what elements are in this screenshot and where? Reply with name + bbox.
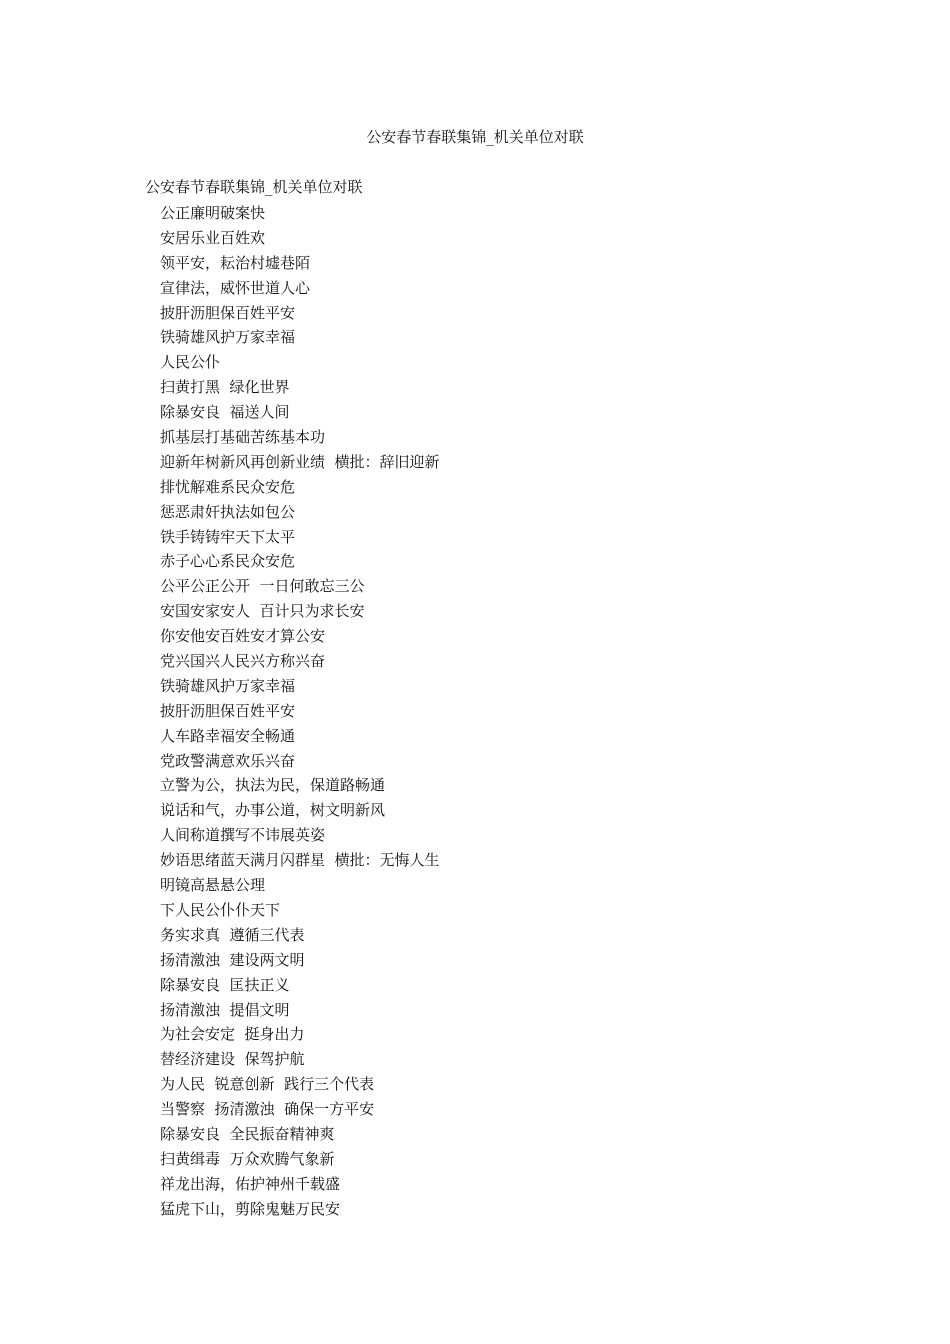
couplet-line: 除暴安良 福送人间 — [160, 403, 290, 422]
couplet-line: 排忧解难系民众安危 — [160, 477, 296, 496]
couplet-line: 赤子心心系民众安危 — [160, 552, 296, 571]
couplet-line: 披肝沥胆保百姓平安 — [160, 701, 296, 720]
couplet-line: 铁手铸铸牢天下太平 — [160, 527, 296, 546]
couplet-line: 党政警满意欢乐兴奋 — [160, 751, 296, 770]
couplet-line: 替经济建设 保驾护航 — [160, 1050, 305, 1069]
couplet-line: 披肝沥胆保百姓平安 — [160, 303, 296, 322]
couplet-line: 为人民 锐意创新 践行三个代表 — [160, 1075, 375, 1094]
document-heading: 公安春节春联集锦_机关单位对联 — [145, 178, 363, 196]
couplet-line: 明镜高悬悬公理 — [160, 876, 266, 895]
couplet-line: 立警为公，执法为民，保道路畅通 — [160, 776, 386, 795]
couplet-line: 公正廉明破案快 — [160, 204, 266, 222]
couplet-line: 祥龙出海，佑护神州千载盛 — [160, 1174, 341, 1193]
couplet-line: 公平公正公开 一日何敢忘三公 — [160, 577, 365, 596]
couplet-list — [160, 201, 440, 1222]
couplet-line: 扬清激浊 建设两文明 — [160, 950, 305, 969]
couplet-line: 领平安，耘治村墟巷陌 — [160, 253, 311, 272]
couplet-line: 你安他安百姓安才算公安 — [160, 627, 326, 646]
couplet-line: 人车路幸福安全畅通 — [160, 726, 296, 745]
couplet-line: 扬清激浊 提倡文明 — [160, 1000, 290, 1019]
couplet-line: 扫黄打黑 绿化世界 — [160, 378, 290, 397]
couplet-line: 人民公仆 — [160, 353, 221, 372]
couplet-line: 为社会安定 挺身出力 — [160, 1025, 305, 1044]
document-title: 公安春节春联集锦_机关单位对联 — [366, 128, 584, 146]
couplet-line: 当警察 扬清激浊 确保一方平安 — [160, 1100, 375, 1119]
couplet-line: 迎新年树新风再创新业绩 横批：辞旧迎新 — [160, 452, 440, 471]
couplet-line: 下人民公仆仆天下 — [160, 900, 281, 919]
couplet-line: 安居乐业百姓欢 — [160, 228, 266, 247]
couplet-line: 党兴国兴人民兴方称兴奋 — [160, 652, 326, 671]
couplet-line: 抓基层打基础苦练基本功 — [160, 428, 326, 447]
couplet-line: 务实求真 遵循三代表 — [160, 925, 305, 944]
couplet-line: 除暴安良 全民振奋精神爽 — [160, 1124, 335, 1143]
couplet-line: 铁骑雄风护万家幸福 — [160, 676, 296, 695]
couplet-line: 铁骑雄风护万家幸福 — [160, 328, 296, 347]
couplet-line: 除暴安良 匡扶正义 — [160, 975, 290, 994]
couplet-line: 宣律法，威怀世道人心 — [160, 278, 311, 297]
couplet-line: 安国安家安人 百计只为求长安 — [160, 602, 365, 621]
couplet-line: 说话和气，办事公道，树文明新风 — [160, 801, 386, 820]
couplet-line: 人间称道撰写不讳展英姿 — [160, 826, 326, 845]
couplet-line: 猛虎下山，剪除鬼魅万民安 — [160, 1199, 341, 1218]
couplet-line: 妙语思绪蓝天满月闪群星 横批：无悔人生 — [160, 851, 440, 870]
couplet-line: 扫黄缉毒 万众欢腾气象新 — [160, 1149, 335, 1168]
couplet-line: 惩恶肃奸执法如包公 — [160, 502, 296, 521]
